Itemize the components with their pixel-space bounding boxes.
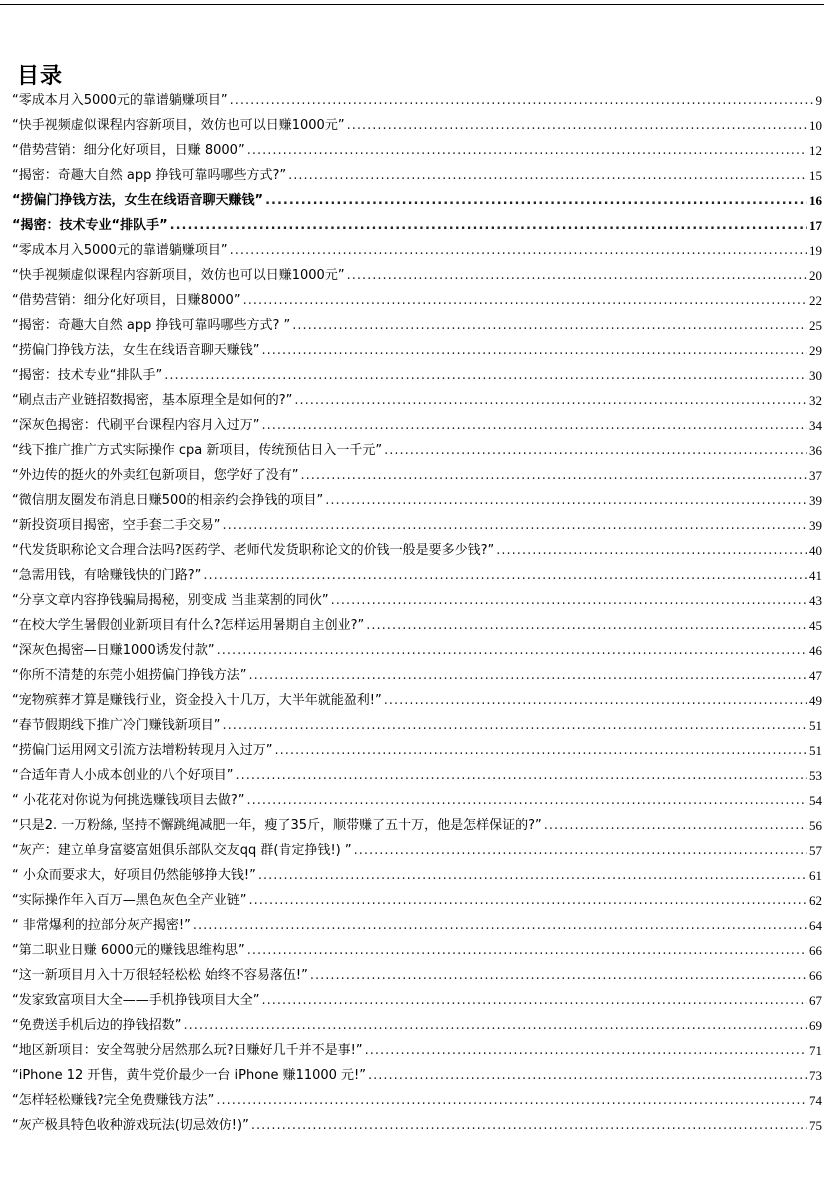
toc-entry[interactable] (12, 886, 822, 911)
toc-list (12, 86, 822, 1136)
toc-entry-title: “ 小众而要求大，好项目仍然能够挣大钱!” (12, 868, 256, 883)
toc-entry-title: “在校大学生暑假创业新项目有什么?怎样运用暑期自主创业?” (12, 618, 365, 633)
toc-entry-title: “线下推广推广方式实际操作 cpa 新项目，传统预估日入一千元” (12, 443, 383, 458)
toc-entry-title: “分享文章内容挣钱骗局揭秘，别变成 当韭菜割的同伙” (12, 593, 329, 608)
dot-leader (288, 166, 807, 186)
dot-leader (325, 491, 807, 511)
toc-entry-title: “你所不清楚的东莞小姐捞偏门挣钱方法” (12, 668, 247, 683)
toc-entry[interactable] (12, 186, 822, 211)
dot-leader (331, 591, 807, 611)
toc-entry[interactable] (12, 436, 822, 461)
toc-entry-title: “揭密：技术专业“排队手” (12, 218, 168, 233)
toc-entry-title: “借势营销：细分化好项目，日赚8000” (12, 293, 241, 308)
dot-leader (216, 1091, 807, 1111)
toc-entry-title: “免费送手机后边的挣钱招数” (12, 1018, 182, 1033)
toc-entry-title: “春节假期线下推广冷门赚钱新项目” (12, 718, 221, 733)
toc-entry-title: “合适年青人小成本创业的八个好项目” (12, 768, 234, 783)
toc-entry[interactable] (12, 111, 822, 136)
toc-entry[interactable] (12, 936, 822, 961)
toc-entry[interactable] (12, 461, 822, 486)
dot-leader (354, 841, 807, 861)
toc-entry-page-number: 66 (809, 968, 822, 983)
toc-entry[interactable] (12, 411, 822, 436)
toc-entry[interactable] (12, 661, 822, 686)
toc-entry-page-number: 71 (809, 1043, 822, 1058)
toc-entry[interactable] (12, 311, 822, 336)
toc-entry-page-number: 15 (809, 168, 822, 183)
toc-entry[interactable] (12, 636, 822, 661)
toc-entry-page-number: 73 (809, 1068, 822, 1083)
dot-leader (384, 691, 807, 711)
toc-entry-page-number: 53 (809, 768, 822, 783)
toc-entry[interactable] (12, 836, 822, 861)
toc-entry-title: “iPhone 12 开售，黄牛党价最少一台 iPhone 赚11000 元!” (12, 1068, 367, 1083)
toc-entry[interactable] (12, 261, 822, 286)
toc-entry[interactable] (12, 811, 822, 836)
toc-entry-title: “深灰色揭密：代刷平台课程内容月入过万” (12, 418, 260, 433)
toc-entry-title: “深灰色揭密—日赚1000诱发付款” (12, 643, 215, 658)
dot-leader (251, 1116, 807, 1136)
dot-leader (294, 391, 807, 411)
toc-entry[interactable] (12, 786, 822, 811)
toc-entry-title: “这一新项目月入十万很轻轻松松 始终不容易落伍!” (12, 968, 308, 983)
toc-entry-title: “急需用钱，有啥赚钱快的门路?” (12, 568, 202, 583)
toc-entry-page-number: 9 (815, 93, 822, 108)
toc-entry-page-number: 66 (809, 943, 822, 958)
dot-leader (203, 566, 807, 586)
toc-entry-page-number: 25 (809, 318, 822, 333)
toc-entry[interactable] (12, 511, 822, 536)
toc-entry-title: “刷点击产业链招数揭密，基本原理全是如何的?” (12, 393, 293, 408)
toc-entry-page-number: 12 (809, 143, 822, 158)
toc-entry-page-number: 34 (809, 418, 822, 433)
toc-entry-title: “微信朋友圈发布消息日赚500的相亲约会挣钱的项目” (12, 493, 324, 508)
dot-leader (300, 466, 807, 486)
toc-entry[interactable] (12, 711, 822, 736)
dot-leader (310, 966, 807, 986)
toc-entry-page-number: 45 (809, 618, 822, 633)
dot-leader (261, 341, 807, 361)
dot-leader (366, 616, 807, 636)
toc-entry-page-number: 46 (809, 643, 822, 658)
toc-entry[interactable] (12, 986, 822, 1011)
toc-entry-page-number: 49 (809, 693, 822, 708)
toc-entry-title: “第二职业日赚 6000元的赚钱思维构思” (12, 943, 245, 958)
toc-entry-page-number: 69 (809, 1018, 822, 1033)
toc-entry-page-number: 54 (809, 793, 822, 808)
dot-leader (243, 291, 807, 311)
toc-entry-title: “快手视频虚似课程内容新项目，效仿也可以日赚1000元” (12, 268, 345, 283)
toc-entry-title: “揭密：技术专业“排队手” (12, 368, 163, 383)
toc-entry[interactable] (12, 86, 822, 111)
toc-entry[interactable] (12, 336, 822, 361)
toc-entry-title: “只是2. 一万粉絲, 坚持不懈跳绳减肥一年，瘦了35斤，顺带赚了五十万，他是怎样保证的?” (12, 818, 542, 833)
toc-entry-page-number: 51 (809, 743, 822, 758)
toc-entry-page-number: 22 (809, 293, 822, 308)
dot-leader (230, 241, 807, 261)
dot-leader (247, 941, 807, 961)
toc-entry[interactable] (12, 1111, 822, 1136)
toc-entry-page-number: 41 (809, 568, 822, 583)
toc-entry[interactable] (12, 1061, 822, 1086)
toc-entry-title: “怎样轻松赚钱?完全免费赚钱方法” (12, 1093, 215, 1108)
toc-entry-page-number: 37 (809, 468, 822, 483)
toc-entry-title: “ 小花花对你说为何挑选赚钱项目去做?” (12, 793, 245, 808)
toc-entry-page-number: 62 (809, 893, 822, 908)
toc-entry[interactable] (12, 136, 822, 161)
toc-entry-page-number: 29 (809, 343, 822, 358)
toc-entry-page-number: 47 (809, 668, 822, 683)
toc-entry-page-number: 40 (809, 543, 822, 558)
toc-entry[interactable] (12, 911, 822, 936)
toc-entry-page-number: 30 (809, 368, 822, 383)
toc-entry-page-number: 74 (809, 1093, 822, 1108)
dot-leader (235, 766, 807, 786)
toc-entry-page-number: 39 (809, 518, 822, 533)
dot-leader (248, 666, 807, 686)
toc-entry[interactable] (12, 961, 822, 986)
dot-leader (347, 266, 807, 286)
dot-leader (248, 891, 807, 911)
toc-entry-title: “捞偏门挣钱方法，女生在线语音聊天赚钱” (12, 343, 260, 358)
toc-entry-title: “揭密：奇趣大自然 app 挣钱可靠吗哪些方式?” (12, 168, 287, 183)
dot-leader (544, 816, 807, 836)
dot-leader (384, 441, 807, 461)
dot-leader (258, 866, 807, 886)
toc-entry-title: “灰产：建立单身富婆富姐俱乐部队交友qq 群(肯定挣钱!) ” (12, 843, 352, 858)
toc-entry-title: “外边传的挺火的外卖红包新项目，您学好了没有” (12, 468, 299, 483)
toc-entry-title: “揭密：奇趣大自然 app 挣钱可靠吗哪些方式? ” (12, 318, 291, 333)
toc-entry-page-number: 57 (809, 843, 822, 858)
toc-entry[interactable] (12, 1086, 822, 1111)
toc-entry-page-number: 20 (809, 268, 822, 283)
dot-leader (222, 516, 807, 536)
toc-entry[interactable] (12, 536, 822, 561)
toc-entry-title: “零成本月入5000元的靠谱躺赚项目” (12, 93, 228, 108)
toc-entry[interactable] (12, 586, 822, 611)
toc-entry[interactable] (12, 861, 822, 886)
toc-entry-page-number: 19 (809, 243, 822, 258)
toc-entry[interactable] (12, 286, 822, 311)
toc-entry-title: “零成本月入5000元的靠谱躺赚项目” (12, 243, 228, 258)
toc-entry[interactable] (12, 611, 822, 636)
dot-leader (347, 116, 807, 136)
toc-entry-title: “实际操作年入百万—黑色灰色全产业链” (12, 893, 247, 908)
dot-leader (368, 1066, 807, 1086)
dot-leader (247, 141, 807, 161)
dot-leader (164, 366, 807, 386)
dot-leader (183, 1016, 807, 1036)
dot-leader (230, 91, 814, 111)
toc-entry-title: “发家致富项目大全——手机挣钱项目大全” (12, 993, 260, 1008)
toc-entry[interactable] (12, 561, 822, 586)
toc-entry-title: “宠物殡葬才算是赚钱行业，资金投入十几万，大半年就能盈利!” (12, 693, 382, 708)
toc-entry[interactable] (12, 236, 822, 261)
dot-leader (292, 316, 807, 336)
dot-leader (217, 641, 807, 661)
toc-entry-title: “ 非常爆利的拉部分灰产揭密!” (12, 918, 191, 933)
dot-leader (261, 416, 807, 436)
toc-entry-page-number: 75 (809, 1118, 822, 1133)
toc-entry-page-number: 56 (809, 818, 822, 833)
top-rule (0, 4, 824, 5)
toc-entry-page-number: 64 (809, 918, 822, 933)
toc-entry-page-number: 32 (809, 393, 822, 408)
toc-entry[interactable] (12, 211, 822, 236)
toc-entry-page-number: 51 (809, 718, 822, 733)
dot-leader (274, 741, 807, 761)
toc-entry-title: “捞偏门运用网文引流方法增粉转现月入过万” (12, 743, 273, 758)
dot-leader (193, 916, 807, 936)
toc-entry-title: “代发货职称论文合理合法吗?医药学、老师代发货职称论文的价钱一般是要多少钱?” (12, 543, 495, 558)
toc-entry-page-number: 39 (809, 493, 822, 508)
toc-entry-title: “灰产极具特色收种游戏玩法(切忌效仿!)” (12, 1118, 249, 1133)
toc-entry-page-number: 36 (809, 443, 822, 458)
toc-entry[interactable] (12, 1011, 822, 1036)
toc-entry-title: “新投资项目揭密，空手套二手交易” (12, 518, 221, 533)
toc-entry-page-number: 17 (809, 218, 822, 233)
toc-entry-title: “快手视频虚似课程内容新项目，效仿也可以日赚1000元” (12, 118, 345, 133)
toc-entry-page-number: 67 (809, 993, 822, 1008)
toc-title: 目录 (17, 63, 64, 89)
toc-entry[interactable] (12, 686, 822, 711)
toc-entry-page-number: 61 (809, 868, 822, 883)
toc-entry[interactable] (12, 1036, 822, 1061)
dot-leader (247, 791, 807, 811)
toc-entry-page-number: 10 (809, 118, 822, 133)
dot-leader (261, 991, 807, 1011)
toc-entry-title: “地区新项目：安全驾驶分居然那么玩?日赚好几千并不是事!” (12, 1043, 363, 1058)
dot-leader (365, 1041, 807, 1061)
dot-leader (170, 216, 807, 236)
dot-leader (222, 716, 807, 736)
dot-leader (265, 191, 807, 211)
toc-entry-page-number: 43 (809, 593, 822, 608)
toc-entry[interactable] (12, 361, 822, 386)
toc-entry[interactable] (12, 161, 822, 186)
toc-entry-title: “捞偏门挣钱方法，女生在线语音聊天赚钱” (12, 193, 264, 208)
dot-leader (496, 541, 807, 561)
toc-entry-page-number: 16 (809, 193, 822, 208)
toc-entry[interactable] (12, 486, 822, 511)
toc-entry-title: “借势营销：细分化好项目，日赚 8000” (12, 143, 245, 158)
toc-entry[interactable] (12, 736, 822, 761)
toc-entry[interactable] (12, 761, 822, 786)
toc-entry[interactable] (12, 386, 822, 411)
